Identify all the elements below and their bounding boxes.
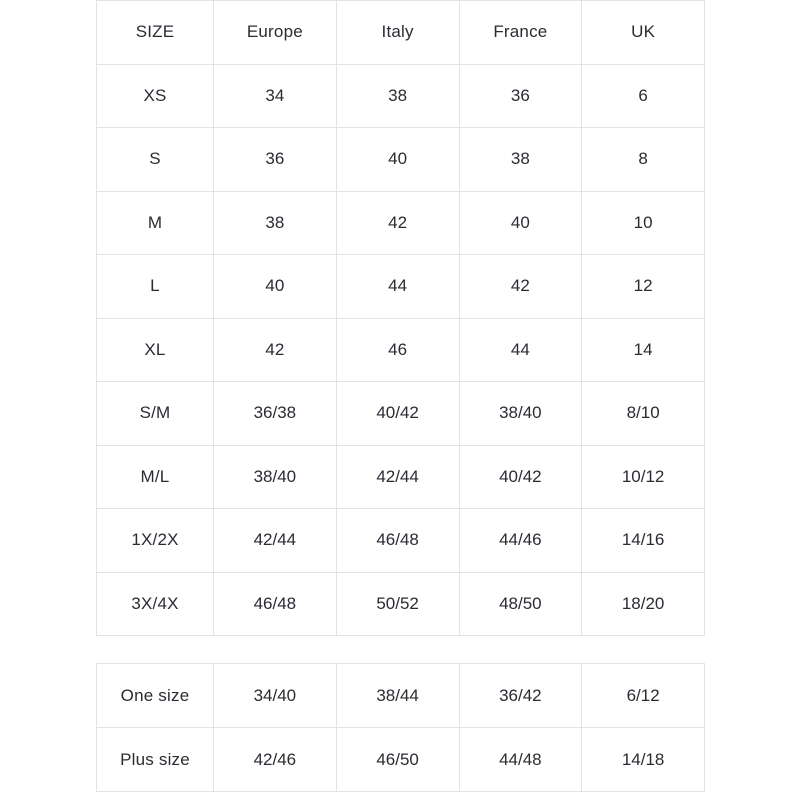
table-header-row xyxy=(97,1,705,65)
cell-france: 40 xyxy=(459,191,582,255)
alt-table-body xyxy=(97,664,705,792)
cell-uk: 14/16 xyxy=(582,509,705,573)
cell-europe: 42 xyxy=(214,318,337,382)
table-row xyxy=(97,382,705,446)
one-size-conversion-table xyxy=(96,663,705,792)
cell-italy: 46/48 xyxy=(336,509,459,573)
cell-france: 38 xyxy=(459,128,582,192)
cell-europe: 36 xyxy=(214,128,337,192)
cell-europe: 38 xyxy=(214,191,337,255)
size-conversion-table xyxy=(96,0,705,636)
cell-uk: 14 xyxy=(582,318,705,382)
cell-europe: 34/40 xyxy=(214,664,337,728)
cell-italy: 38/44 xyxy=(336,664,459,728)
cell-europe: 42/44 xyxy=(214,509,337,573)
table-header xyxy=(97,1,705,65)
cell-uk: 6 xyxy=(582,64,705,128)
cell-europe: 36/38 xyxy=(214,382,337,446)
table-row xyxy=(97,572,705,636)
row-label: Plus size xyxy=(97,728,214,792)
table-row xyxy=(97,728,705,792)
row-label: XL xyxy=(97,318,214,382)
cell-italy: 50/52 xyxy=(336,572,459,636)
cell-uk: 8 xyxy=(582,128,705,192)
cell-uk: 12 xyxy=(582,255,705,319)
row-label: L xyxy=(97,255,214,319)
cell-italy: 46 xyxy=(336,318,459,382)
row-label: S/M xyxy=(97,382,214,446)
table-row xyxy=(97,191,705,255)
cell-italy: 38 xyxy=(336,64,459,128)
cell-italy: 44 xyxy=(336,255,459,319)
cell-europe: 42/46 xyxy=(214,728,337,792)
cell-uk: 8/10 xyxy=(582,382,705,446)
column-header-france: France xyxy=(459,1,582,65)
cell-europe: 34 xyxy=(214,64,337,128)
cell-uk: 14/18 xyxy=(582,728,705,792)
cell-france: 36 xyxy=(459,64,582,128)
cell-italy: 42/44 xyxy=(336,445,459,509)
cell-europe: 38/40 xyxy=(214,445,337,509)
cell-france: 36/42 xyxy=(459,664,582,728)
row-label: 1X/2X xyxy=(97,509,214,573)
table-row xyxy=(97,664,705,728)
cell-italy: 42 xyxy=(336,191,459,255)
cell-italy: 46/50 xyxy=(336,728,459,792)
row-label: One size xyxy=(97,664,214,728)
row-label: 3X/4X xyxy=(97,572,214,636)
cell-france: 42 xyxy=(459,255,582,319)
table-row xyxy=(97,509,705,573)
cell-france: 44 xyxy=(459,318,582,382)
cell-europe: 46/48 xyxy=(214,572,337,636)
table-row xyxy=(97,318,705,382)
row-label: S xyxy=(97,128,214,192)
cell-europe: 40 xyxy=(214,255,337,319)
cell-italy: 40 xyxy=(336,128,459,192)
row-label: XS xyxy=(97,64,214,128)
column-header-europe: Europe xyxy=(214,1,337,65)
cell-france: 44/46 xyxy=(459,509,582,573)
table-body xyxy=(97,64,705,636)
cell-france: 40/42 xyxy=(459,445,582,509)
table-row xyxy=(97,64,705,128)
table-row xyxy=(97,128,705,192)
alt-table-wrapper xyxy=(96,663,704,792)
table-row xyxy=(97,445,705,509)
cell-france: 44/48 xyxy=(459,728,582,792)
cell-france: 48/50 xyxy=(459,572,582,636)
cell-uk: 6/12 xyxy=(582,664,705,728)
row-label: M xyxy=(97,191,214,255)
cell-uk: 18/20 xyxy=(582,572,705,636)
cell-france: 38/40 xyxy=(459,382,582,446)
row-label: M/L xyxy=(97,445,214,509)
column-header-uk: UK xyxy=(582,1,705,65)
cell-italy: 40/42 xyxy=(336,382,459,446)
table-row xyxy=(97,255,705,319)
column-header-size: SIZE xyxy=(97,1,214,65)
column-header-italy: Italy xyxy=(336,1,459,65)
cell-uk: 10 xyxy=(582,191,705,255)
cell-uk: 10/12 xyxy=(582,445,705,509)
